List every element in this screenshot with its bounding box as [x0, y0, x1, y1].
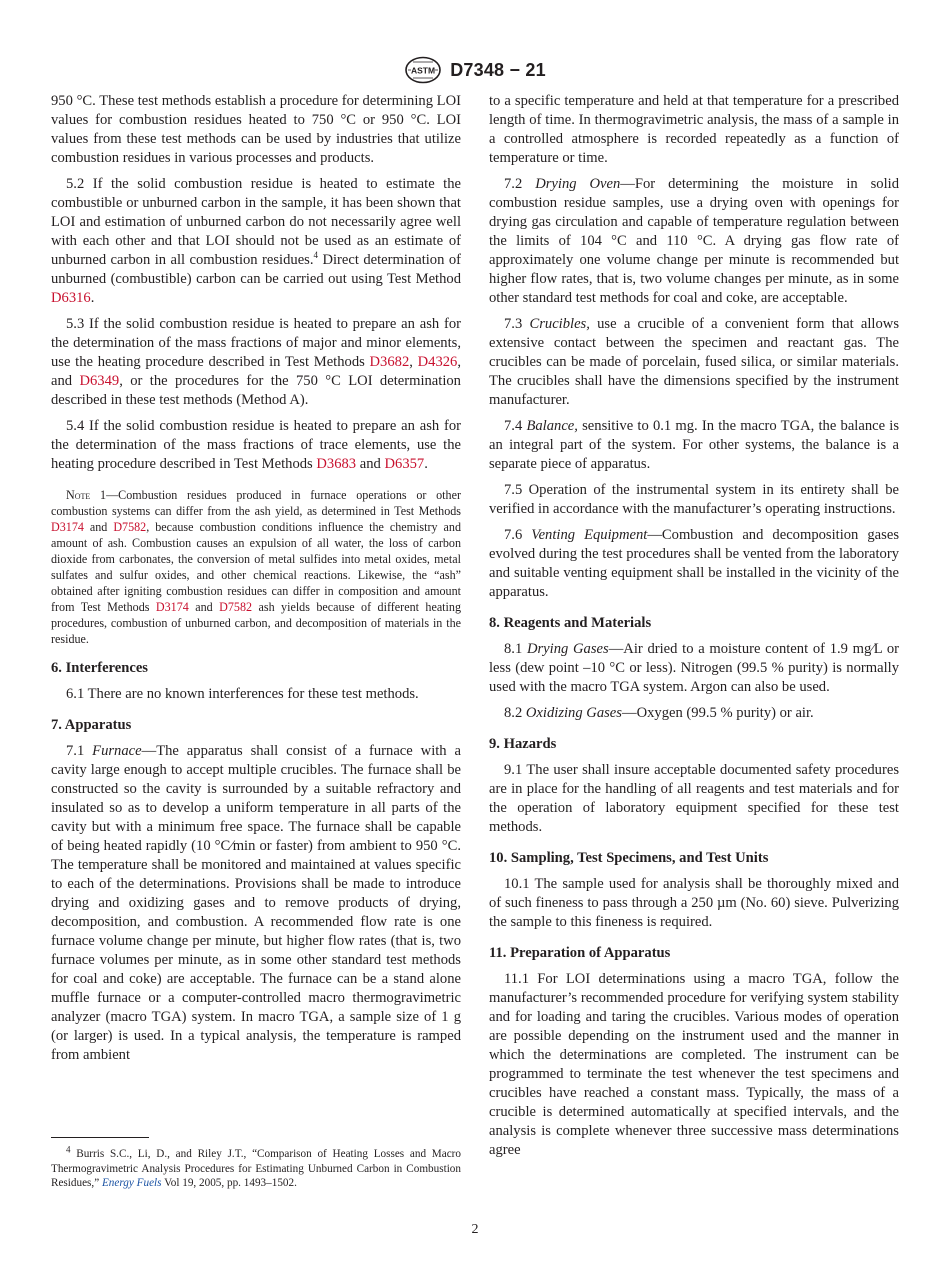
paragraph-11-1: 11.1 For LOI determinations using a macro TGA, follow the manufacturer’s recommended procedure for verifying system stability and for loading and taring the crucibles. Various modes of operation are possible depending on the instrument used and the manner in which the determinations are completed. The instrument can be programmed to terminate the test whenever the test specimens and crucibles have reached a constant mass. Typically, the mass of a crucible is determined automatically at specified intervals, and the analysis is complete whenever three successive mass determinations agree [489, 971, 899, 1158]
paragraph-7-2: 7.2 Drying Oven—For determining the moisture in solid combustion residue samples, use a drying oven with openings for drying gas circulation and capable of temperature regulation between the limits of 104 °C and 110 °C. A drying gas flow rate of approximately one volume change per minute is recommended but higher flow rates, that is, two volume changes per minute, as in some other standard test methods for coal and coke, are acceptable. [489, 176, 899, 306]
journal-link[interactable]: Energy Fuels [101, 1177, 162, 1189]
paragraph-7-3: 7.3 Crucibles, use a crucible of a convenient form that allows extensive contact between the specimen and reactant gas. The crucibles can be made of porcelain, fused silica, or similar materials. The crucibles shall have the dimensions specified by the instrument manufacturer. [489, 316, 899, 408]
paragraph-5-3: 5.3 If the solid combustion residue is heated to prepare an ash for the determination of the mass fractions of major and minor elements, use the heating procedure described in Test Methods D3682, D4326, and D6349, or the procedures for the 750 °C LOI determination described in these test methods (Method A). [51, 316, 462, 408]
footnote-divider [51, 1137, 149, 1138]
link-d3683[interactable]: D3683 [316, 456, 357, 472]
left-column [51, 92, 461, 1072]
astm-logo [404, 56, 442, 84]
section-heading-7: 7. Apparatus [51, 717, 132, 733]
paragraph-10-1: 10.1 The sample used for analysis shall be thoroughly mixed and of such fineness to pass through a 250 µm (No. 60) sieve. Pulverizing the sample to this fineness is required. [489, 876, 899, 930]
page-number: 2 [471, 1222, 479, 1237]
right-column [489, 92, 899, 1167]
note-1: Note 1—Combustion residues produced in furnace operations or other combustion systems can differ from the ash yield, as determined in Test Methods D3174 and D7582, because combustion conditions influence the chemistry and amount of ash. Combustion causes an expulsion of all water, the loss of carbon dioxide from carbonates, the conversion of metal sulfides into metal oxides, metal sulfates and sulfur oxides, and other chemical reactions. Likewise, the “ash” obtained after igniting combustion residues can differ in composition and amount from Test Methods D3174 and D7582 ash yields because of different heating procedures, combustion of unburned carbon, and decomposition of materials in the residue. [51, 488, 461, 646]
paragraph-5-2: 5.2 If the solid combustion residue is heated to estimate the combustible or unburned carbon in the sample, it has been shown that LOI and estimation of unburned carbon do not necessarily agree well with each other and that LOI should not be used as an estimate of unburned carbon in all combustion residues.$^4$ Direct determination of unburned (combustible) carbon can be carried out using Test Method D6316. [51, 176, 461, 306]
section-heading-11: 11. Preparation of Apparatus [489, 945, 671, 961]
link-d6349[interactable]: D6349 [79, 373, 120, 389]
standard-designation: D7348 − 21 [450, 59, 546, 80]
paragraph-9-1: 9.1 The user shall insure acceptable documented safety procedures are in place for the handling of all reagents and test materials and for the operation of laboratory equipment specified for these test methods. [489, 762, 899, 835]
link-d3682[interactable]: D3682 [369, 354, 410, 370]
paragraph-5-4: 5.4 If the solid combustion residue is heated to prepare an ash for the determination of the mass fractions of trace elements, use the heating procedure described in Test Methods D3683 and D6357. [51, 418, 461, 472]
link-d4326[interactable]: D4326 [417, 354, 458, 370]
section-heading-9: 9. Hazards [489, 736, 557, 752]
paragraph-8-1: 8.1 Drying Gases—Air dried to a moisture content of 1.9 mg⁄L or less (dew point –10 °C or less). Nitrogen (99.5 % purity) is normally used with the macro TGA system. Argon can also be used. [489, 641, 899, 695]
paragraph-8-2: 8.2 Oxidizing Gases—Oxygen (99.5 % purity) or air. [504, 705, 814, 721]
link-d3174[interactable]: D3174 [51, 520, 84, 534]
section-heading-10: 10. Sampling, Test Specimens, and Test Units [489, 850, 769, 866]
paragraph-7-5: 7.5 Operation of the instrumental system in its entirety shall be verified in accordance with the manufacturer’s operating instructions. [489, 482, 899, 517]
paragraph-continued: 950 °C. These test methods establish a procedure for determining LOI values for combustion residues heated to 750 °C or 950 °C. LOI values from these test methods can be used by industries that utilize combustion residues in various processes and products. [51, 93, 461, 166]
link-d3174[interactable]: D3174 [155, 600, 189, 614]
link-d7582[interactable]: D7582 [219, 600, 253, 614]
footnote-ref[interactable]: 4 [313, 250, 319, 261]
paragraph-7-1: 7.1 Furnace—The apparatus shall consist of a furnace with a cavity large enough to accept multiple crucibles. The furnace shall be constructed so the cavity is surrounded by a suitable refractory and insulated so as to develop a uniform temperature in all parts of the cavity but with a minimum free space. The furnace shall be capable of being heated rapidly (10 °C⁄min or faster) from ambient to 950 °C. The temperature shall be monitored and maintained at values specific to each of the determinations. Provisions shall be made to introduce drying and oxidizing gases and to remove products of drying, decomposition, and combustion. A recommended flow rate is one furnace volume change per minute, but higher flow rates (that is, two furnace volumes per minute, as in some other standard test methods for coal and coke) are acceptable. The furnace can be a stand alone muffle furnace or a computer-controlled macro thermogravimetric analyzer (macro TGA) system. In macro TGA, a sample size of 1 g (or larger) is used. In a typical analysis, the temperature is ramped from ambient [51, 743, 461, 1063]
paragraph-7-6: 7.6 Venting Equipment—Combustion and decomposition gases evolved during the test procedures shall be vented from the laboratory and suitable venting equipment shall be installed in the vicinity of the apparatus. [489, 527, 900, 600]
link-d6357[interactable]: D6357 [384, 456, 425, 472]
page-header [0, 56, 950, 84]
section-heading-6: 6. Interferences [51, 660, 148, 676]
section-heading-8: 8. Reagents and Materials [489, 615, 652, 631]
paragraph-7-4: 7.4 Balance, sensitive to 0.1 mg. In the macro TGA, the balance is an integral part of the system. For other systems, the balance is a separate piece of apparatus. [489, 418, 900, 472]
paragraph-6-1: 6.1 There are no known interferences for these test methods. [66, 686, 419, 702]
footnote-4: $^4$ Burris S.C., Li, D., and Riley J.T., “Comparison of Heating Losses and Macro Thermogravimetric Analysis Procedures for Estimating Unburned Carbon in Combustion Residues,” Energy Fuels Vol 19, 2005, pp. 1493–1502. [51, 1144, 461, 1189]
svg-text:ASTM: ASTM [411, 65, 436, 76]
link-d6316[interactable]: D6316 [51, 290, 91, 306]
link-d7582[interactable]: D7582 [113, 520, 147, 534]
paragraph-continued: to a specific temperature and held at that temperature for a prescribed length of time. In thermogravimetric analysis, the mass of a sample in a controlled atmosphere is recorded repeatedly as a function of temperature or time. [489, 93, 899, 166]
